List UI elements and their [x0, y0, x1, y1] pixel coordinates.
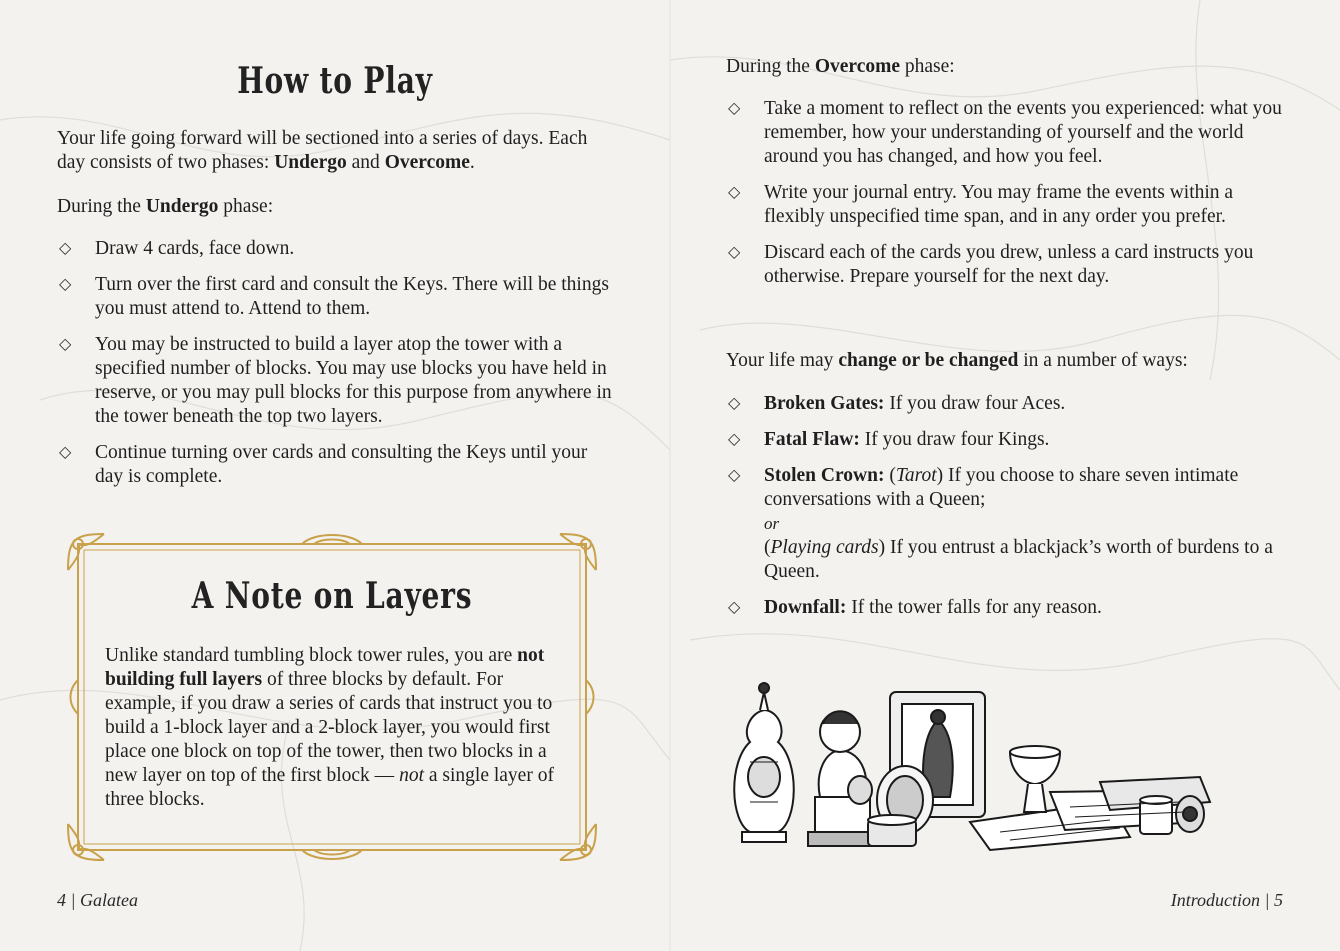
ending-broken-gates: ◇ Broken Gates: If you draw four Aces. — [728, 393, 1066, 414]
overcome-bullet: ◇ Write your journal entry. You may frame the events within a flexibly unspecified time span, and in any order you prefer. — [728, 182, 1234, 227]
ending-fatal-flaw: ◇ Fatal Flaw: If you draw four Kings. — [728, 429, 1050, 450]
diamond-bullet-icon: ◇ — [59, 444, 72, 461]
undergo-bullet-list — [57, 237, 617, 501]
undergo-bullet: ◇ You may be instructed to build a layer atop the tower with a specified number of blocks. You may use blocks you have held in reserve, or you may pull blocks for this purpose from anywhere in the tower beneath the top two layers. — [59, 334, 612, 427]
diamond-bullet-icon: ◇ — [728, 599, 741, 616]
diamond-bullet-icon: ◇ — [59, 276, 72, 293]
diamond-bullet-icon: ◇ — [59, 336, 72, 353]
overcome-bullet: ◇ Take a moment to reflect on the events you experienced: what you remember, how your understanding of yourself and the world around you has changed, and how you feel. — [728, 98, 1282, 167]
endings-bullet-list — [726, 392, 1286, 632]
ending-downfall: ◇ Downfall: If the tower falls for any reason. — [728, 597, 1102, 618]
diamond-bullet-icon: ◇ — [728, 100, 741, 117]
left-page-footer: 4 | Galatea — [57, 890, 138, 910]
diamond-bullet-icon: ◇ — [728, 395, 741, 412]
undergo-bullet: ◇ Turn over the first card and consult the Keys. There will be things you must attend to. Attend to them. — [59, 274, 609, 319]
right-page-footer: Introduction | 5 — [1170, 890, 1283, 910]
still-life-illustration-icon — [720, 672, 1220, 852]
diamond-bullet-icon: ◇ — [728, 244, 741, 261]
ending-stolen-crown: ◇ Stolen Crown: (Tarot) If you choose to share seven intimate conversations with a Queen; or (Playing cards) If you entrust a blackjack’s worth of burdens to a Queen. — [728, 465, 1273, 582]
note-on-layers-body: Unlike standard tumbling block tower rules, you are not building full layers of three blocks by default. For example, if you draw a series of cards that instruct you to build a 1-block layer and a 2-block layer, you would first place one block on top of the tower, then two blocks in a new layer on top of the first block — not a single layer of three blocks. — [105, 645, 554, 810]
overcome-bullet-list — [726, 97, 1286, 301]
diamond-bullet-icon: ◇ — [59, 240, 72, 257]
undergo-bullet: ◇ Continue turning over cards and consulting the Keys until your day is complete. — [59, 442, 588, 487]
how-to-play-heading: How to Play — [237, 60, 433, 102]
change-lead: Your life may change or be changed in a number of ways: — [726, 350, 1188, 371]
note-on-layers-heading: A Note on Layers — [191, 575, 473, 617]
intro-paragraph: Your life going forward will be sectioned into a series of days. Each day consists of two phases: Undergo and Overcome. — [57, 128, 588, 173]
diamond-bullet-icon: ◇ — [728, 431, 741, 448]
diamond-bullet-icon: ◇ — [728, 184, 741, 201]
overcome-bullet: ◇ Discard each of the cards you drew, unless a card instructs you otherwise. Prepare yourself for the next day. — [728, 242, 1254, 287]
undergo-bullet: ◇ Draw 4 cards, face down. — [59, 238, 295, 259]
overcome-lead: During the Overcome phase: — [726, 56, 955, 77]
undergo-lead: During the Undergo phase: — [57, 196, 274, 217]
diamond-bullet-icon: ◇ — [728, 467, 741, 484]
